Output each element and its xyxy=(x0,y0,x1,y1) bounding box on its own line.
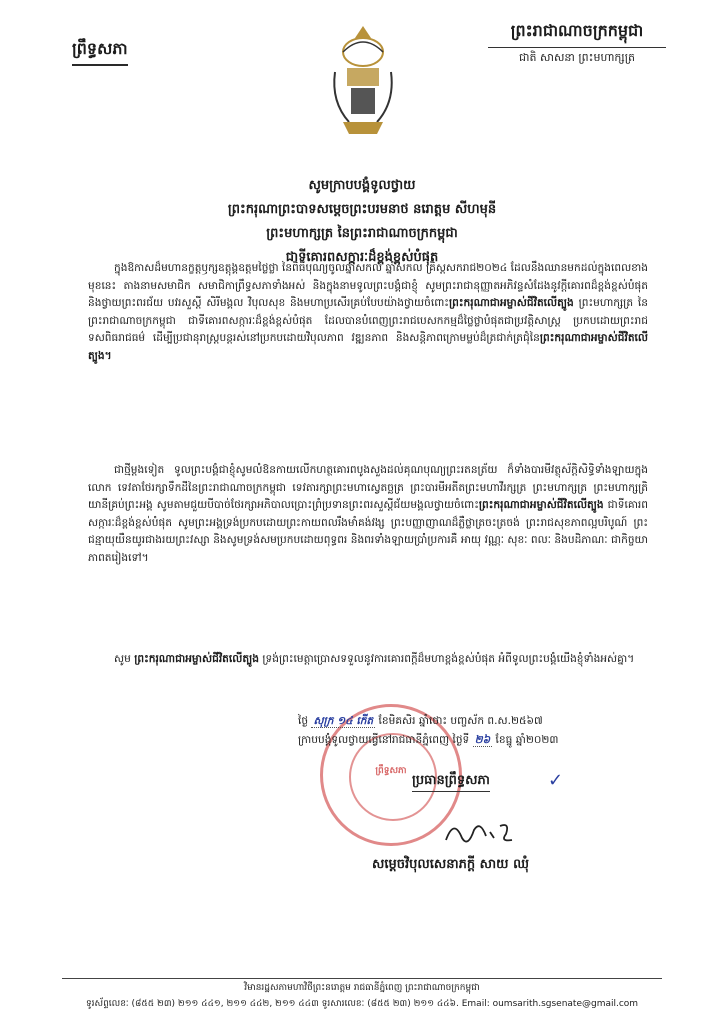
paragraph-3 xyxy=(88,651,648,669)
p3-text-c: ទ្រង់ព្រះមេត្តាប្រោសទទួលនូវការគោរពក្តីដ៏មហាខ្ពង់ខ្ពស់បំផុត អំពីទូលព្រះបង្គំយើងខ្ញុំទាំងអស់គ្នា។ xyxy=(258,653,635,665)
p2-king-title: ព្រះករុណាជាអម្ចាស់ជីវិតលើត្បូង xyxy=(478,499,604,511)
p1-text-c: ព្រះមហាក្សត្រ នៃព្រះរាជាណាចក្រកម្ពុជា ជាទីគោរពសក្ការៈដ៏ខ្ពង់ខ្ពស់បំផុត ដែលបានបំពេញព្រះរាជបេសកកម្មដ៏ថ្លៃថ្លាបំផុតជាប្រវត្តិសាស្ត្រ ប្រកបដោយព្រះរាជទសពិធរាជធម៌ ដើម្បីប្រជានុរាស្ត្របន្តរស់នៅប្រកបដោយវិបុលភាព វឌ្ឍនភាព និងសន្តិភាពក្រោមម្លប់ដ៏ត្រជាក់ត្រជុំនៃ xyxy=(88,297,648,344)
solar-date-handwritten: ២៦ xyxy=(474,734,491,746)
checkmark-icon: ✓ xyxy=(548,770,564,791)
lunar-date-handwritten: សុក្រ ១៤ កើត xyxy=(313,715,374,727)
lunar-date-suffix: ខែមិគសិរ ឆ្នាំថោះ បញ្ចស័ក ព.ស.២៥៦៧ xyxy=(375,715,543,727)
heading-line-2: ព្រះករុណាព្រះបាទសម្តេចព្រះបរមនាថ នរោត្តម សីហមុនី xyxy=(227,202,497,217)
lunar-date-line xyxy=(298,712,678,731)
heading-line-1: សូមក្រាបបង្គំទូលថ្វាយ xyxy=(308,178,416,193)
kingdom-title: ព្រះរាជាណាចក្រកម្ពុជា xyxy=(488,20,666,48)
footer-contact: ទូរស័ព្ទលេខៈ (៨៥៥ ២៣) ២១១ ៤៤១, ២១១ ៤៤២, ២១១ ៤៤៣ ទូរសារលេខៈ (៨៥៥ ២៣) ២១១ ៤៤៦. Email: oumsarith.sgsenate@gmail.com xyxy=(85,999,639,1009)
lunar-date-prefix: ថ្ងៃ xyxy=(298,715,312,727)
kingdom-header xyxy=(488,20,666,67)
paragraph-2 xyxy=(88,462,648,567)
p1-king-title-end: ព្រះករុណាជាអម្ចាស់ជីវិតលើត្បូង។ xyxy=(88,332,648,362)
seal-text: ព្រឹទ្ធសភា xyxy=(375,766,407,776)
solar-date-line xyxy=(298,731,678,750)
date-block xyxy=(298,712,678,750)
footer-divider xyxy=(62,978,662,979)
solar-date-suffix: ខែធ្នូ ឆ្នាំ២០២៣ xyxy=(492,734,559,746)
solar-date-prefix: ក្រាបបង្គំទូលថ្វាយធ្វើនៅរាជធានីភ្នំពេញ ថ្ងៃទី xyxy=(298,734,473,746)
handwritten-signature-icon xyxy=(440,812,520,852)
p2-text-c: ជាទីគោរពសក្ការៈដ៏ខ្ពង់ខ្ពស់បំផុត សូមព្រះអង្គទ្រង់ប្រកបដោយព្រះកាយពលរឹងមាំគង់វង្ស ព្រះបញ្ញាញាណដ៏ភ្លឺថ្លាត្រចះត្រចង់ ព្រះរាជសុខភាពល្អបរិបូណ៍ ព្រះជន្មាយុយឺនយូរជាងរយព្រះវស្សា និងសូមទ្រង់សមប្រកបដោយពុទ្ធពរ និងពរទាំងឡាយប្រាំប្រការគឺ អាយុ វណ្ណៈ សុខៈ ពលៈ និងបដិភាណៈ ជាកិច្ចយាភាពតរៀងទៅ។ xyxy=(88,499,648,564)
p1-text-a: ក្នុងឱកាសដ៏មហានក្ខត្តឫក្សឧត្តុង្គឧត្តមថ្លៃថ្លា នៃពិធីបុណ្យចូលឆ្នាំសកល ឆ្នាំសកល គ្រិស្តសករាជ២០២៤ ដែលនឹងឈានមកដល់ក្នុងពេលខាងមុខនេះ តាងនាមសមាជិក សមាជិកាព្រឹទ្ធសភាទាំងអស់ និងក្នុងនាមទូលព្រះបង្គំជាខ្ញុំ សូមព្រះរាជានុញ្ញាតអភិវន្ទសំដែងនូវក្តីគោរពដ៏ខ្ពង់ខ្ពស់បំផុត និងថ្វាយព្រះពរជ័យ បវរសួស្តី សិរីមង្គល វិបុលសុខ និងមហាប្រសើរគ្រប់បែបយ៉ាងថ្វាយចំពោះ xyxy=(88,262,648,309)
senate-label: ព្រឹទ្ធសភា xyxy=(72,38,128,66)
p2-text-a: ជាថ្មីម្តងទៀត ទូលព្រះបង្គំជាខ្ញុំសូមលំឱនកាយលើកហត្ថគោរពបូងសួងដល់គុណបុណ្យព្រះរតនត្រ័យ ក៏ទាំងបារមីវត្ថុស័ក្តិសិទ្ធិទាំងឡាយក្នុងលោក ទេវតាថែរក្សាទឹកដីនៃព្រះរាជាណាចក្រកម្ពុជា ទេវតារក្សាព្រះមហាស្វេតច្ឆត្រ ព្រះបារមីអតីតព្រះមហាវីរក្សត្រ ព្រះមហាក្សត្រ ព្រះមហាក្សត្រិយានីគ្រប់ព្រះអង្គ សូមតាមជួយបីបាច់ថែរក្សាអភិបាលប្រោះព្រំប្រទានព្រះពរសួស្តីជ័យមង្គលថ្វាយចំពោះ xyxy=(88,464,648,511)
p1-king-title: ព្រះករុណាជាអម្ចាស់ជីវិតលើត្បូង xyxy=(448,297,574,309)
royal-emblem-icon xyxy=(325,22,401,140)
footer-address: វិមានរដ្ឋសភាមហាវិថីព្រះនរោត្តម រាជធានីភ្នំពេញ ព្រះរាជាណាចក្រកម្ពុជា xyxy=(244,983,480,993)
signer-title: ប្រធានព្រឹទ្ធសភា xyxy=(412,772,490,792)
paragraph-1 xyxy=(88,260,648,365)
address-heading xyxy=(120,174,604,270)
heading-line-4: ជាទីគោរពសក្ការៈដ៏ខ្ពង់ខ្ពស់បំផុត xyxy=(285,250,439,265)
kingdom-motto: ជាតិ សាសនា ព្រះមហាក្សត្រ xyxy=(519,51,635,64)
signer-name: សម្តេចវិបុលសេនាភក្តី សាយ ឈុំ xyxy=(372,857,529,872)
p3-text-a: សូម xyxy=(114,653,135,665)
heading-line-3: ព្រះមហាក្សត្រ នៃព្រះរាជាណាចក្រកម្ពុជា xyxy=(266,226,458,241)
p3-king-title: ព្រះករុណាជាអម្ចាស់ជីវិតលើត្បូង xyxy=(134,653,259,665)
